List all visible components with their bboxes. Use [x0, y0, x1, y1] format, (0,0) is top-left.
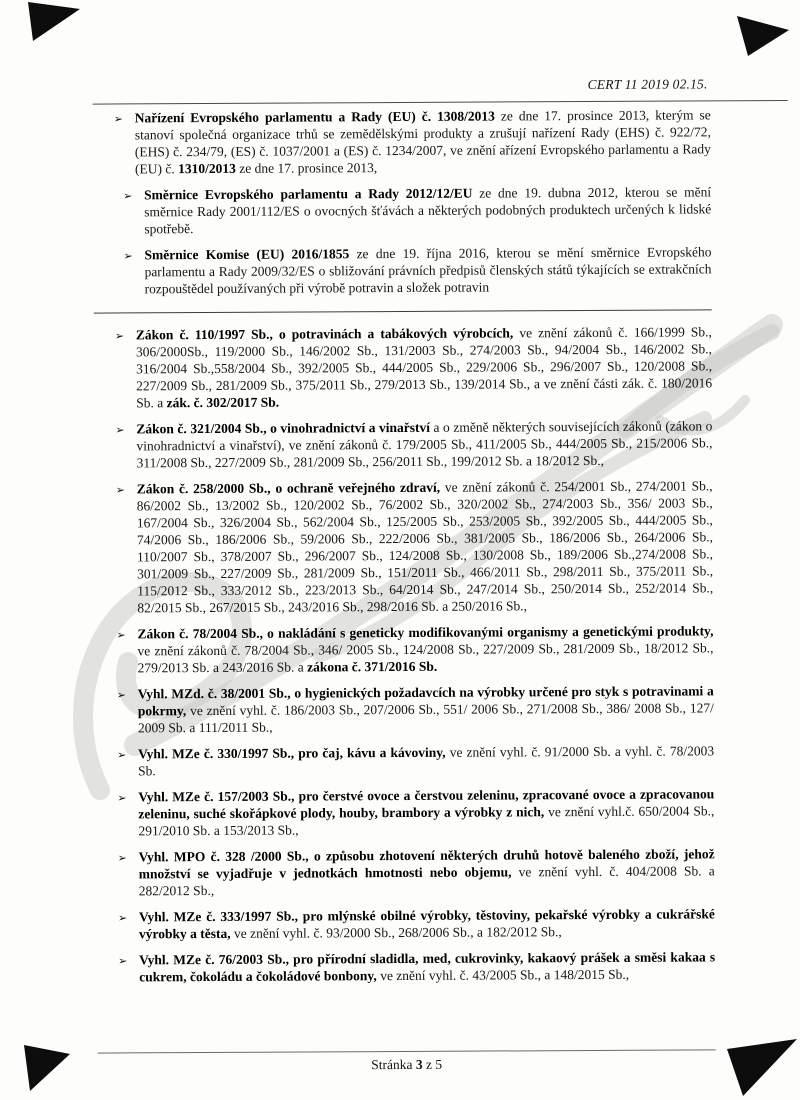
arrow-bullet-icon: ➢	[116, 628, 126, 642]
document-footer	[98, 1049, 716, 1074]
list-item-text: Vyhl. MZe č. 157/2003 Sb., pro čerstvé ovoce a čerstvou zeleninu, zpracované ovoce a zpracovanou zeleninu, suché skořápkové plody, houby, brambory a výrobky z nich, ve znění vyhl.č. 650/2004 Sb., 291/2010 Sb. a 153/2013 Sb.,	[138, 786, 715, 839]
list-item	[101, 785, 714, 839]
header-divider	[93, 100, 788, 105]
arrow-bullet-icon: ➢	[123, 249, 133, 263]
page-number: Stránka 3 z 5	[371, 1056, 443, 1073]
list-item-text: Směrnice Komise (EU) 2016/1855 ze dne 19. října 2016, kterou se mění směrnice Evropského parlamentu a Rady 2009/32/ES o sbližování právních předpisů členských států týkajících se extrakčních rozpouštědel používaných při výrobě potravin a složek potravin	[144, 244, 712, 297]
list-item-text: Vyhl. MZe č. 76/2003 Sb., pro přírodní sladidla, med, cukrovinky, kakaový prášek a směsi kakaa s cukrem, čokoládu a čokoládové bonbony, ve znění vyhl. č. 43/2005 Sb., a 148/2015 Sb.,	[139, 949, 716, 985]
document-body	[98, 106, 716, 985]
arrow-bullet-icon: ➢	[117, 748, 127, 762]
list-item-text: Nařízení Evropského parlamentu a Rady (EU) č. 1308/2013 ze dne 17. prosince 2013, kterým se stanoví společná organizace trhů se zemědělskými produkty a zrušují nařízení Rady (EHS) č. 922/72, (EHS) č. 234/79, (ES) č. 1037/2001 a (ES) č. 1234/2007, ve znění ařízení Evropského parlamentu a Rady (EU) č. 1310/2013 ze dne 17. prosince 2013,	[134, 107, 711, 177]
list-item-text: Směrnice Evropského parlamentu a Rady 2012/12/EU ze dne 19. dubna 2012, kterou se mění směrnice Rady 2001/112/ES o ovocných šťávách a některých podobných produktech určených k lidské spotřebě.	[144, 184, 712, 237]
list-item	[100, 622, 713, 676]
list-item-text: Zákon č. 258/2000 Sb., o ochraně veřejného zdraví, ve znění zákonů č. 254/2001 Sb., 274/2001 Sb., 86/2002 Sb., 13/2002 Sb., 120/2002 Sb., 76/2002 Sb., 320/2002 Sb., 274/2003 Sb., 356/ 2003 Sb., 167/2004 Sb., 326/2004 Sb., 562/2004 Sb., 125/2005 Sb., 253/2005 Sb., 392/2005 Sb., 444/2005 Sb., 74/2006 Sb., 186/2006 Sb., 59/2006 Sb., 222/2006 Sb., 381/2005 Sb., 186/2006 Sb., 264/2006 Sb., 110/2007 Sb., 378/2007 Sb., 296/2007 Sb., 124/2008 Sb., 130/2008 Sb., 189/2006 Sb.,274/2008 Sb., 301/2009 Sb., 227/2009 Sb., 281/2009 Sb., 151/2011 Sb., 466/2011 Sb., 298/2011 Sb., 375/2011 Sb., 115/2012 Sb., 333/2012 Sb., 223/2013 Sb., 64/2014 Sb., 247/2014 Sb., 250/2014 Sb., 252/2014 Sb., 82/2015 Sb., 267/2015 Sb., 243/2016 Sb., 298/2016 Sb. a 250/2016 Sb.,	[136, 478, 714, 616]
list-item-text: Vyhl. MPO č. 328 /2000 Sb., o způsobu zhotovení některých druhů hotově baleného zboží, jehož množství se vyjadřuje v jednotkách hmotnosti nebo objemu, ve znění vyhl. č. 404/2008 Sb. a 282/2012 Sb.,	[138, 846, 715, 899]
arrow-bullet-icon: ➢	[115, 483, 125, 497]
list-item-text: Zákon č. 78/2004 Sb., o nakládání s geneticky modifikovanými organismy a genetickými produkty, ve znění zákonů č. 78/2004 Sb., 346/ 2005 Sb., 124/2008 Sb., 227/2009 Sb., 281/2009 Sb., 18/2012 Sb., 279/2013 Sb. a 243/2016 Sb. a zákona č. 371/2016 Sb.	[137, 623, 714, 676]
arrow-bullet-icon: ➢	[116, 688, 127, 702]
arrow-bullet-icon: ➢	[113, 112, 123, 126]
header-reference: CERT 11 2019 02.15.	[587, 76, 708, 93]
list-item-text: Vyhl. MZe č. 330/1997 Sb., pro čaj, kávu a kávoviny, ve znění vyhl. č. 91/2000 Sb. a vyhl. č. 78/2003 Sb.	[138, 743, 715, 779]
eu-regulations-list	[98, 106, 712, 297]
list-item	[102, 948, 715, 985]
list-item	[99, 417, 712, 471]
arrow-bullet-icon: ➢	[118, 954, 128, 968]
list-item	[102, 845, 715, 899]
list-item	[98, 243, 711, 297]
list-item-text: Zákon č. 321/2004 Sb., o vinohradnictví a vinařství a o změně některých souvisejících zákonů (zákon o vinohradnictví a vinařství), ve znění zákonů č. 179/2005 Sb., 411/2005 Sb., 444/2005 Sb., 215/2006 Sb., 311/2008 Sb., 227/2009 Sb., 281/2009 Sb., 256/2011 Sb., 199/2012 Sb. a 18/2012 Sb.,	[136, 418, 713, 471]
arrow-bullet-icon: ➢	[117, 911, 128, 925]
arrow-bullet-icon: ➢	[117, 791, 127, 805]
list-item-text: Zákon č. 110/1997 Sb., o potravinách a tabákových výrobcích, ve znění zákonů č. 166/1999 Sb., 306/2000Sb., 119/2000 Sb., 146/2002 Sb., 131/2003 Sb., 274/2003 Sb., 94/2004 Sb., 146/2002 Sb., 316/2004 Sb.,558/2004 Sb., 392/2005 Sb., 444/2005 Sb., 229/2006 Sb., 296/2007 Sb., 120/2008 Sb., 227/2009 Sb., 281/2009 Sb., 375/2011 Sb., 279/2013 Sb., 139/2014 Sb., a ve znění části zák. č. 180/2016 Sb. a zák. č. 302/2017 Sb.	[135, 324, 713, 411]
list-item	[101, 742, 714, 779]
list-item-text: Vyhl. MZd. č. 38/2001 Sb., o hygienických požadavcích na výrobky určené pro styk s potravinami a pokrmy, ve znění vyhl. č. 186/2003 Sb., 207/2006 Sb., 551/ 2006 Sb., 271/2008 Sb., 386/ 2008 Sb., 127/ 2009 Sb. a 111/2011 Sb.,	[137, 683, 714, 736]
list-item	[99, 323, 712, 411]
list-item	[102, 905, 715, 942]
national-laws-list	[99, 323, 715, 985]
arrow-bullet-icon: ➢	[117, 851, 127, 865]
arrow-bullet-icon: ➢	[123, 189, 133, 203]
list-item	[98, 183, 711, 237]
section-divider	[94, 309, 712, 313]
list-item	[100, 477, 714, 616]
list-item	[101, 682, 714, 736]
list-item-text: Vyhl. MZe č. 333/1997 Sb., pro mlýnské obilné výrobky, těstoviny, pekařské výrobky a cukrářské výrobky a těsta, ve znění vyhl. č. 93/2000 Sb., 268/2006 Sb., a 182/2012 Sb.,	[138, 906, 715, 942]
arrow-bullet-icon: ➢	[114, 329, 125, 343]
arrow-bullet-icon: ➢	[115, 423, 125, 437]
list-item	[98, 106, 711, 177]
